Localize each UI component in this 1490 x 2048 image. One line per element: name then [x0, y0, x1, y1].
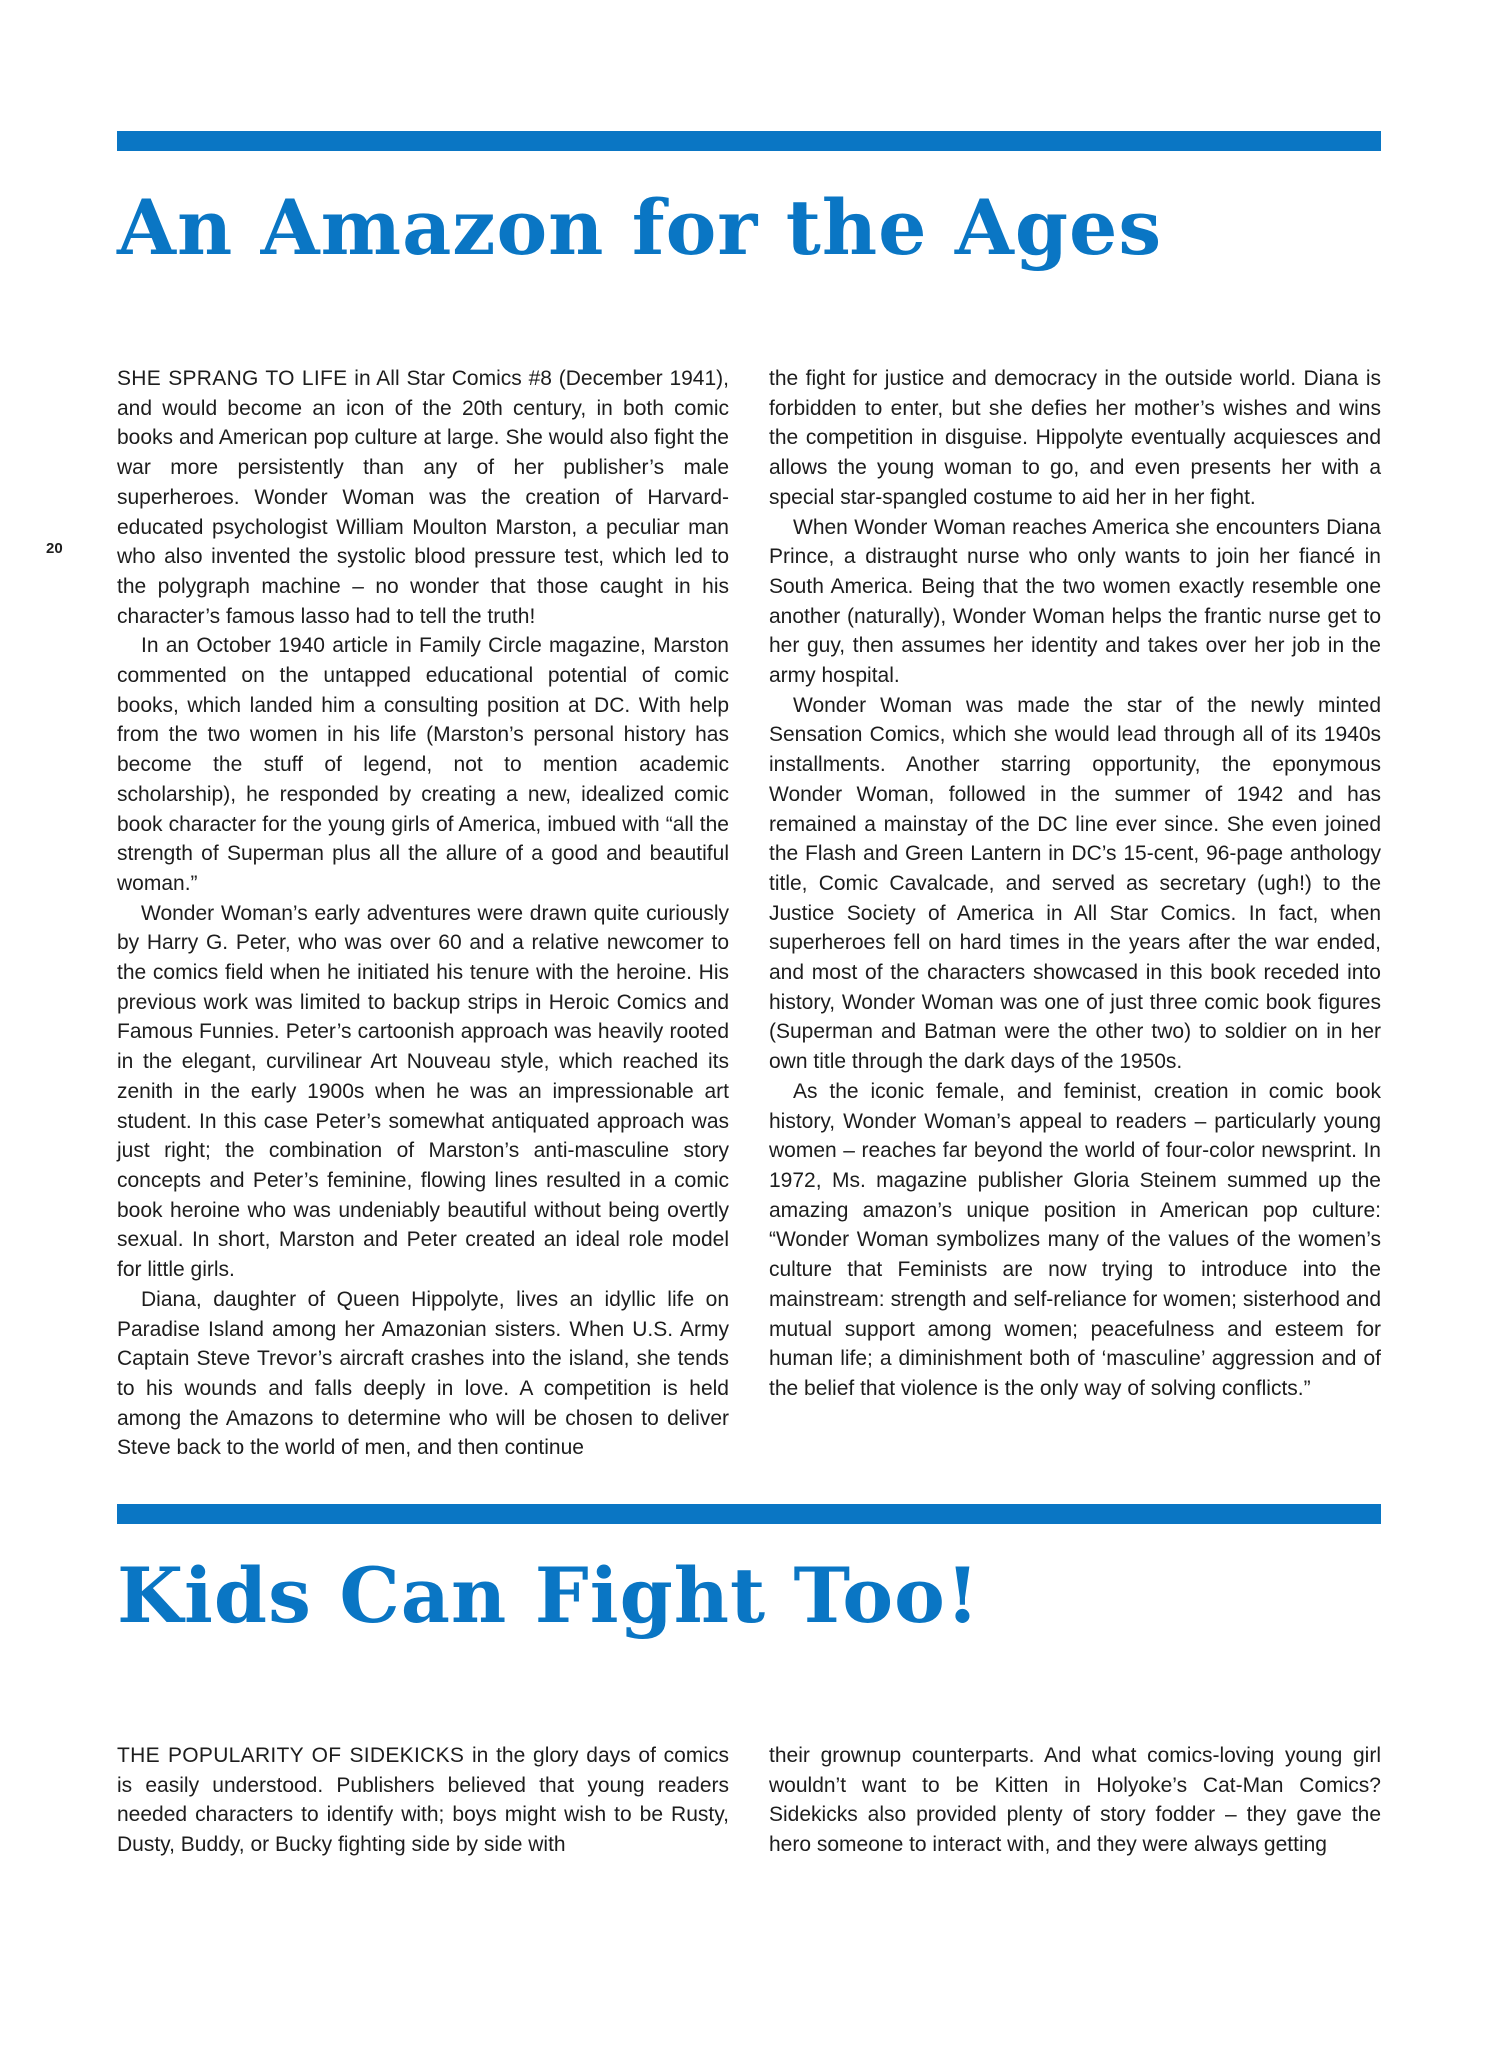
paragraph: their grownup counterparts. And what comics-loving young girl wouldn’t want to be Kitten in Holyoke’s Cat-Man Comics? Sidekicks also provided plenty of story fodder – they gave the hero someone to interact with, and they were always getting: [769, 1744, 1381, 1857]
top-accent-bar: [117, 131, 1381, 151]
section-divider-bar: [117, 1504, 1381, 1524]
paragraph: Wonder Woman was made the star of the newly minted Sensation Comics, which she would lead through all of its 1940s installments. Another starring opportunity, the eponymous Wonder Woman, followed in the summer of 1942 and has remained a mainstay of the DC line ever since. She even joined the Flash and Green Lantern in DC’s 15-cent, 96-page anthology title, Comic Cavalcade, and served as secretary (ugh!) to the Justice Society of America in All Star Comics. In fact, when superheroes fell on hard times in the years after the war ended, and most of the characters showcased in this book receded into history, Wonder Woman was one of just three comic book figures (Superman and Batman were the other two) to soldier on in her own title through the dark days of the 1950s.: [769, 693, 1381, 1074]
paragraph: THE POPULARITY OF SIDEKICKS in the glory days of comics is easily understood. Publishers believed that young readers needed characters to identify with; boys might wish to be Rusty, Dusty, Buddy, or Bucky fighting side by side with: [117, 1744, 729, 1857]
article-column-right: [769, 364, 1381, 1404]
paragraph: SHE SPRANG TO LIFE in All Star Comics #8 (December 1941), and would become an icon of the 20th century, in both comic books and American pop culture at large. She would also fight the war more persistently than any of her publisher’s male superheroes. Wonder Woman was the creation of Harvard-educated psychologist William Moulton Marston, a peculiar man who also invented the systolic blood pressure test, which led to the polygraph machine – no wonder that those caught in his character’s famous lasso had to tell the truth!: [117, 367, 729, 628]
section-title-kids: Kids Can Fight Too!: [117, 1551, 981, 1640]
page-number: 20: [46, 540, 63, 557]
article-column-left: [117, 364, 729, 1463]
article-column-left-2: [117, 1741, 729, 1860]
lead-in: THE POPULARITY OF SIDEKICKS: [117, 1744, 465, 1767]
paragraph: When Wonder Woman reaches America she encounters Diana Prince, a distraught nurse who only wants to join her fiancé in South America. Being that the two women exactly resemble one another (naturally), Wonder Woman helps the frantic nurse get to her guy, then assumes her identity and takes over her job in the army hospital.: [769, 515, 1381, 688]
paragraph: Diana, daughter of Queen Hippolyte, lives an idyllic life on Paradise Island among her Amazonian sisters. When U.S. Army Captain Steve Trevor’s aircraft crashes into the island, she tends to his wounds and falls deeply in love. A competition is held among the Amazons to determine who will be chosen to deliver Steve back to the world of men, and then continue: [117, 1287, 729, 1460]
paragraph: In an October 1940 article in Family Circle magazine, Marston commented on the untapped educational potential of comic books, which landed him a consulting position at DC. With help from the two women in his life (Marston’s personal history has become the stuff of legend, not to mention academic scholarship), he responded by creating a new, idealized comic book character for the young girls of America, imbued with “all the strength of Superman plus all the allure of a good and beautiful woman.”: [117, 634, 729, 895]
section-title-amazon: An Amazon for the Ages: [117, 183, 1163, 272]
article-column-right-2: [769, 1741, 1381, 1860]
paragraph: As the iconic female, and feminist, creation in comic book history, Wonder Woman’s appeal to readers – particularly young women – reaches far beyond the world of four-color newsprint. In 1972, Ms. magazine publisher Gloria Steinem summed up the amazing amazon’s unique position in American pop culture: “Wonder Woman symbolizes many of the values of the women’s culture that Feminists are now trying to introduce into the mainstream: strength and self-reliance for women; sisterhood and mutual support among women; peacefulness and esteem for human life; a diminishment both of ‘masculine’ aggression and of the belief that violence is the only way of solving conflicts.”: [769, 1079, 1381, 1400]
paragraph: the fight for justice and democracy in the outside world. Diana is forbidden to enter, but she defies her mother’s wishes and wins the competition in disguise. Hippolyte eventually acquiesces and allows the young woman to go, and even presents her with a special star-spangled costume to aid her in her fight.: [769, 367, 1381, 509]
lead-in: SHE SPRANG TO LIFE: [117, 367, 348, 390]
paragraph: Wonder Woman’s early adventures were drawn quite curiously by Harry G. Peter, who was over 60 and a relative newcomer to the comics field when he initiated his tenure with the heroine. His previous work was limited to backup strips in Heroic Comics and Famous Funnies. Peter’s cartoonish approach was heavily rooted in the elegant, curvilinear Art Nouveau style, which reached its zenith in the early 1900s when he was an impressionable art student. In this case Peter’s somewhat antiquated approach was just right; the combination of Marston’s anti-masculine story concepts and Peter’s feminine, flowing lines resulted in a comic book heroine who was undeniably beautiful without being overtly sexual. In short, Marston and Peter created an ideal role model for little girls.: [117, 901, 729, 1282]
